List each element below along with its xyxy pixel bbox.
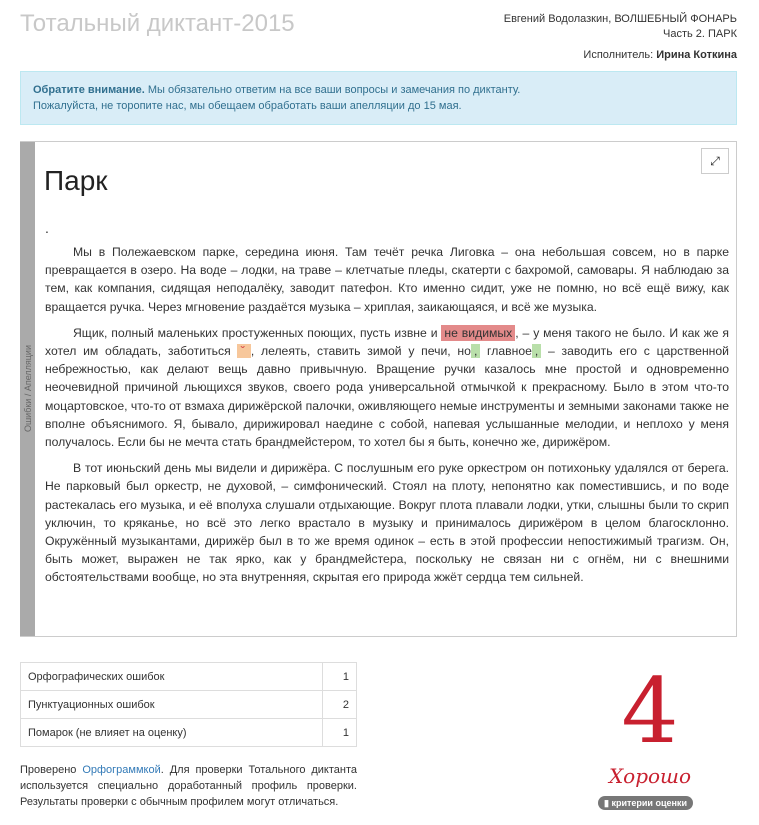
text-segment: – заводить его с царственной небрежностью, как делают вещь давно привычную. Вращение ручки казалось мне простой и одновременно неочевидной причиной льющихся звуков, своего рода универсальной отмычкой к прекрасному. Было в этом что-то моцартовское, что-то от взмаха дирижёрской палочки, оживляющего немые инструменты и земными законами также не вполне объяснимого. Я, бывало, дирижировал наедине с собой, напевая услышанные мелодии, и неплохо у меня получалось. Если бы не мечта стать брандмейстером, то хотел бы я быть, конечно же, дирижёром.: [45, 344, 729, 450]
note-pre: Проверено: [20, 764, 83, 776]
side-label: Ошибки / Апелляции: [22, 345, 33, 433]
bar-chart-icon: ▮: [604, 798, 612, 808]
performer-name: Ирина Коткина: [656, 49, 737, 61]
work-info: [504, 12, 737, 42]
dictation-text: [45, 243, 729, 595]
stat-value: 1: [323, 663, 357, 691]
text-segment: , – у меня такого не было. И как же я хотел им обладать, заботиться: [45, 325, 729, 359]
alert-strong: Обратите внимание.: [33, 84, 145, 96]
paragraph-1: Мы в Полежаевском парке, середина июня. Там течёт речка Лиговка – она небольшая совсем, но в парке превращается в озеро. На воде – лодки, на траве – клетчатые пледы, скатерти с бахромой, самовары. Я наблюдаю за тем, как компания, сидящая неподалёку, заводит патефон. Кто именно сидит, уже не помню, но всё ещё вижу, как вращается ручка. Через мгновение раздаётся музыка – хриплая, заикающаяся, и всё же музыка.: [45, 245, 729, 314]
error-stats-table: [20, 662, 357, 747]
blot-mark[interactable]: ˇ: [237, 344, 250, 358]
note-post: . Для проверки Тотального диктанта используется специально доработанный профиль проверки. Результаты проверки с обычным профилем могут отличаться.: [20, 764, 357, 808]
criteria-button[interactable]: [598, 796, 693, 810]
paragraph-3: В тот июньский день мы видели и дирижёра. С послушным его руке оркестром он потихоньку удалялся от берега. Не парковый был оркестр, не духовой, – симфонический. Стоял на плоту, непонятно как поместившись, и по воде растекалась его музыка, и её вполуха слушали отдыхающие. Вокруг плота плавали лодки, утки, слышны были то скрип уключин, то кряканье, но всё это легко врастало в музыку и принималось дирижёром в целом благосклонно. Окружённый музыкантами, дирижёр был в то же время одинок – есть в этой профессии непостижимый трагизм. Он, быть может, выражен не так ярко, как у брандмейстера, поскольку не связан ни с огнём, ни с внешними обстоятельствами вообще, но эта внутренняя, скрытая его природа жжёт сердца тем сильней.: [45, 461, 729, 585]
performer-label: Исполнитель:: [583, 49, 654, 61]
expand-icon: ⤢: [710, 153, 720, 168]
table-row: [21, 719, 357, 747]
punctuation-error[interactable]: ,: [471, 344, 480, 358]
check-note: [20, 762, 357, 810]
dictation-panel: [20, 141, 737, 637]
stat-label: Орфографических ошибок: [21, 663, 323, 691]
notice-alert: [20, 71, 737, 125]
criteria-label: критерии оценки: [611, 798, 687, 808]
stat-label: Помарок (не влияет на оценку): [21, 719, 323, 747]
stat-value: 1: [323, 719, 357, 747]
dot-mark: .: [45, 220, 49, 236]
alert-line1: Мы обязательно ответим на все ваши вопросы и замечания по диктанту.: [144, 84, 521, 96]
author-work: Евгений Водолазкин, ВОЛШЕБНЫЙ ФОНАРЬ: [503, 13, 737, 25]
table-row: [21, 691, 357, 719]
paragraph-2: [45, 324, 729, 451]
stat-value: 2: [323, 691, 357, 719]
alert-line2: Пожалуйста, не торопите нас, мы обещаем обработать ваши апелляции до 15 мая.: [33, 100, 462, 112]
text-segment: , лелеять, ставить зимой у печи, но: [250, 344, 471, 359]
grade-digit: 4: [621, 659, 679, 764]
grade-word: Хорошо: [608, 764, 692, 788]
expand-button[interactable]: [701, 148, 729, 174]
spelling-error[interactable]: не видимых: [441, 325, 515, 341]
orfogrammka-link[interactable]: Орфограммкой: [82, 764, 161, 776]
work-part: Часть 2. ПАРК: [663, 28, 737, 40]
table-row: [21, 663, 357, 691]
text-heading: Парк: [44, 165, 108, 196]
errors-appeals-tab[interactable]: [20, 142, 35, 636]
performer: [583, 49, 737, 61]
punctuation-error[interactable]: ,: [532, 344, 541, 358]
text-segment: главное: [480, 344, 532, 359]
page-title: Тотальный диктант-2015: [20, 10, 295, 37]
grade-badge: [595, 660, 705, 788]
stat-label: Пунктуационных ошибок: [21, 691, 323, 719]
text-segment: Ящик, полный маленьких простуженных поющих, пусть извне и: [73, 325, 442, 340]
